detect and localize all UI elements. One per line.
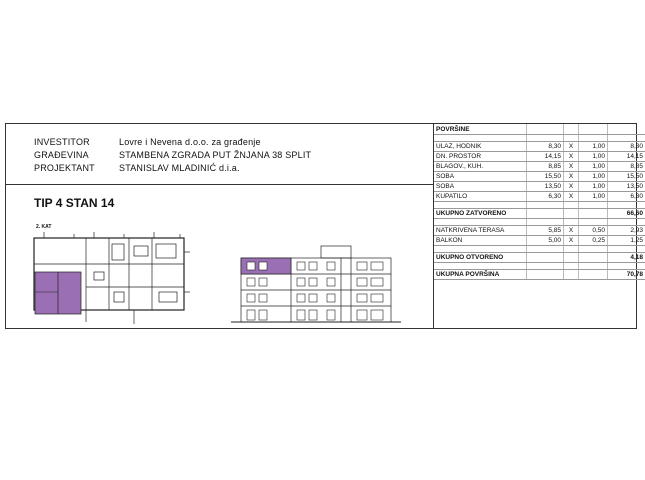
info-value: STANISLAV MLADINIĆ d.i.a.: [119, 163, 240, 173]
area-factor: 1,00: [579, 142, 608, 152]
open-total-label: UKUPNO OTVORENO: [434, 253, 527, 263]
project-info: [6, 124, 433, 185]
room-area: 6,30: [527, 192, 564, 202]
area-table-panel: [433, 124, 643, 328]
closed-total-label: UKUPNO ZATVORENO: [434, 209, 527, 219]
room-area: 5,85: [527, 226, 564, 236]
multiply-sign: X: [564, 226, 579, 236]
table-row: [434, 172, 645, 182]
table-header: POVRŠINE: [434, 124, 527, 135]
table-row: [434, 226, 645, 236]
closed-total-value: 66,60: [608, 209, 645, 219]
info-value: Lovre i Nevena d.o.o. za građenje: [119, 137, 261, 147]
room-result: 15,50: [608, 172, 645, 182]
room-area: 14,15: [527, 152, 564, 162]
room-result: 8,85: [608, 162, 645, 172]
floor-plan: [34, 232, 190, 326]
open-rows: [434, 226, 645, 246]
multiply-sign: X: [564, 152, 579, 162]
room-area: 8,30: [527, 142, 564, 152]
room-name: SOBA: [434, 172, 527, 182]
info-value: STAMBENA ZGRADA PUT ŽNJANA 38 SPLIT: [119, 150, 312, 160]
room-result: 13,50: [608, 182, 645, 192]
room-result: 8,30: [608, 142, 645, 152]
multiply-sign: X: [564, 192, 579, 202]
multiply-sign: X: [564, 236, 579, 246]
table-row: [434, 152, 645, 162]
grand-total-row: [434, 270, 645, 280]
closed-rows: [434, 142, 645, 202]
area-table: [434, 124, 645, 280]
area-factor: 0,50: [579, 226, 608, 236]
floor-label: 2. KAT: [36, 224, 52, 230]
table-row: [434, 142, 645, 152]
table-row: [434, 182, 645, 192]
room-name: BLAGOV., KUH.: [434, 162, 527, 172]
grand-total-value: 70,78: [608, 270, 645, 280]
room-name: NATKRIVENA TERASA: [434, 226, 527, 236]
room-result: 1,25: [608, 236, 645, 246]
multiply-sign: X: [564, 172, 579, 182]
table-row: [434, 162, 645, 172]
room-result: 14,15: [608, 152, 645, 162]
table-row: [434, 192, 645, 202]
room-area: 8,85: [527, 162, 564, 172]
apartment-title: TIP 4 STAN 14: [34, 196, 115, 210]
room-name: ULAZ, HODNIK: [434, 142, 527, 152]
table-header-row: [434, 124, 645, 135]
multiply-sign: X: [564, 162, 579, 172]
room-name: DN. PROSTOR: [434, 152, 527, 162]
open-total-row: [434, 253, 645, 263]
room-area: 5,00: [527, 236, 564, 246]
closed-total-row: [434, 209, 645, 219]
table-row: [434, 236, 645, 246]
area-factor: 1,00: [579, 152, 608, 162]
room-result: 6,30: [608, 192, 645, 202]
left-panel: [6, 124, 433, 328]
open-total-value: 4,18: [608, 253, 645, 263]
room-name: KUPATILO: [434, 192, 527, 202]
room-result: 2,93: [608, 226, 645, 236]
room-name: SOBA: [434, 182, 527, 192]
room-area: 15,50: [527, 172, 564, 182]
info-key: GRAĐEVINA: [34, 150, 89, 160]
multiply-sign: X: [564, 182, 579, 192]
area-factor: 1,00: [579, 162, 608, 172]
multiply-sign: X: [564, 142, 579, 152]
area-factor: 0,25: [579, 236, 608, 246]
room-name: BALKON: [434, 236, 527, 246]
info-key: INVESTITOR: [34, 137, 90, 147]
area-factor: 1,00: [579, 172, 608, 182]
area-factor: 1,00: [579, 182, 608, 192]
info-key: PROJEKTANT: [34, 163, 95, 173]
room-area: 13,50: [527, 182, 564, 192]
data-sheet: [5, 123, 643, 329]
area-factor: 1,00: [579, 192, 608, 202]
building-elevation: [231, 242, 401, 324]
grand-total-label: UKUPNA POVRŠINA: [434, 270, 527, 280]
